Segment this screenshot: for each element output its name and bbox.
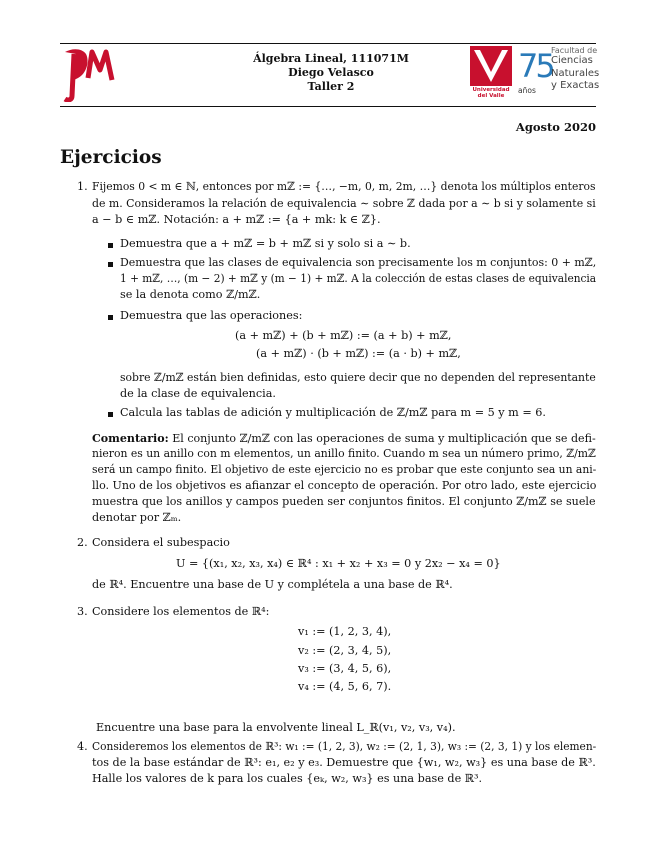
exercise-2-after: de ℝ⁴. Encuentre una base de U y complétela a una base de ℝ⁴. xyxy=(92,578,453,591)
exercise-1-bullet-4: Calcula las tablas de adición y multiplicación de ℤ/mℤ para m = 5 y m = 6. xyxy=(120,406,546,419)
exercise-3-vector-v2: v₂ := (2, 3, 4, 5), xyxy=(298,644,392,657)
exercise-3-intro: Considere los elementos de ℝ⁴: xyxy=(92,605,270,618)
exercise-1-comment-line-1: Comentario: El conjunto ℤ/mℤ con las operaciones de suma y multiplicación que se defi- xyxy=(92,431,596,445)
exercise-1-bullet-3: Demuestra que las operaciones: xyxy=(120,309,303,322)
bullet-marker xyxy=(108,262,113,267)
comment-label: Comentario: xyxy=(92,431,169,445)
course-title: Álgebra Lineal, 111071M xyxy=(253,52,409,65)
exercise-1-number: 1. xyxy=(77,180,88,193)
exercise-1-bullet-2-line-2: 1 + mℤ, …, (m − 2) + mℤ y (m − 1) + mℤ. A la colección de estas clases de equivalencia xyxy=(120,272,597,285)
faculty-logo-text: Facultad de Ciencias Naturales y Exactas xyxy=(551,46,600,92)
exercise-1-comment-line-3: será un campo finito. El objetivo de este ejercicio no es probar que este conjunto sea un ani- xyxy=(92,463,597,476)
bullet-marker xyxy=(108,412,113,417)
exercise-3-after: Encuentre una base para la envolvente lineal L_ℝ(v₁, v₂, v₃, v₄). xyxy=(96,721,456,734)
bullet-marker xyxy=(108,315,113,320)
exercise-1-bullet-2-line-3: se la denota como ℤ/mℤ. xyxy=(120,288,261,301)
exercise-2-number: 2. xyxy=(77,536,88,549)
exercise-1-comment-line-2: nieron es un anillo con m elementos, un anillo finito. Cuando m sea un número primo, ℤ/mℤ xyxy=(92,447,596,460)
exercise-4-line-1: Consideremos los elementos de ℝ³: w₁ := (1, 2, 3), w₂ := (2, 1, 3), w₃ := (2, 3, 1) y los elemen- xyxy=(92,740,597,753)
date: Agosto 2020 xyxy=(515,120,596,134)
professor-name: Diego Velasco xyxy=(288,66,374,79)
faculty-anniversary-logo: 75 años xyxy=(518,47,553,95)
exercise-1-bullet-1: Demuestra que a + mℤ = b + mℤ si y solo si a ∼ b. xyxy=(120,237,411,250)
bullet-marker xyxy=(108,243,113,248)
section-title: Ejercicios xyxy=(60,147,162,168)
header-bottom-rule xyxy=(60,106,596,107)
exercise-1-comment-line-5: muestra que los anillos y campos pueden ser conjuntos finitos. El conjunto ℤ/mℤ se suele xyxy=(92,495,596,508)
exercise-3-number: 3. xyxy=(77,605,88,618)
exercise-4-line-2: tos de la base estándar de ℝ³: e₁, e₂ y e₃. Demuestre que {w₁, w₂, w₃} es una base de ℝ³. xyxy=(92,756,596,769)
exercise-3-vector-v1: v₁ := (1, 2, 3, 4), xyxy=(298,625,392,638)
exercise-3-vector-v3: v₃ := (3, 4, 5, 6), xyxy=(298,662,392,675)
exercise-2-subspace-equation: U = {(x₁, x₂, x₃, x₄) ∈ ℝ⁴ : x₁ + x₂ + x₃ = 0 y 2x₂ − x₄ = 0} xyxy=(176,557,501,570)
university-logo-text: Universidad del Valle xyxy=(472,87,510,99)
exercise-1-bullet-2-line-1: Demuestra que las clases de equivalencia son precisamente los m conjuntos: 0 + mℤ, xyxy=(120,256,597,269)
department-logo xyxy=(62,44,116,102)
exercise-1-equation-product: (a + mℤ) · (b + mℤ) := (a · b) + mℤ, xyxy=(256,347,461,360)
exercise-2-intro: Considera el subespacio xyxy=(92,536,230,549)
exercise-4-line-3: Halle los valores de k para los cuales {eₖ, w₂, w₃} es una base de ℝ³. xyxy=(92,772,483,785)
exercise-1-intro-line-3: a − b ∈ mℤ. Notación: a + mℤ := {a + mk: k ∈ ℤ}. xyxy=(92,213,381,226)
exercise-1-intro-line-2: de m. Consideramos la relación de equivalencia ∼ sobre ℤ dada por a ∼ b si y solamente si xyxy=(92,197,596,210)
exercise-1-comment-line-4: llo. Uno de los objetivos es afianzar el concepto de operación. Por otro lado, este ejercicio xyxy=(92,479,597,492)
header-top-rule xyxy=(60,43,596,44)
exercise-1-after-line-2: de la clase de equivalencia. xyxy=(120,387,276,400)
exercise-1-comment-line-6: denotar por ℤₘ. xyxy=(92,511,182,524)
exercise-4-number: 4. xyxy=(77,740,88,753)
exercise-1-after-line-1: sobre ℤ/mℤ están bien definidas, esto quiere decir que no dependen del representante xyxy=(120,371,596,384)
exercise-1-intro-line-1: Fijemos 0 < m ∈ ℕ, entonces por mℤ := {…, −m, 0, m, 2m, …} denota los múltiplos enteros xyxy=(92,180,596,193)
exercise-1-equation-sum: (a + mℤ) + (b + mℤ) := (a + b) + mℤ, xyxy=(235,329,452,342)
exercise-3-vector-v4: v₄ := (4, 5, 6, 7). xyxy=(298,680,392,693)
workshop-title: Taller 2 xyxy=(307,80,355,93)
